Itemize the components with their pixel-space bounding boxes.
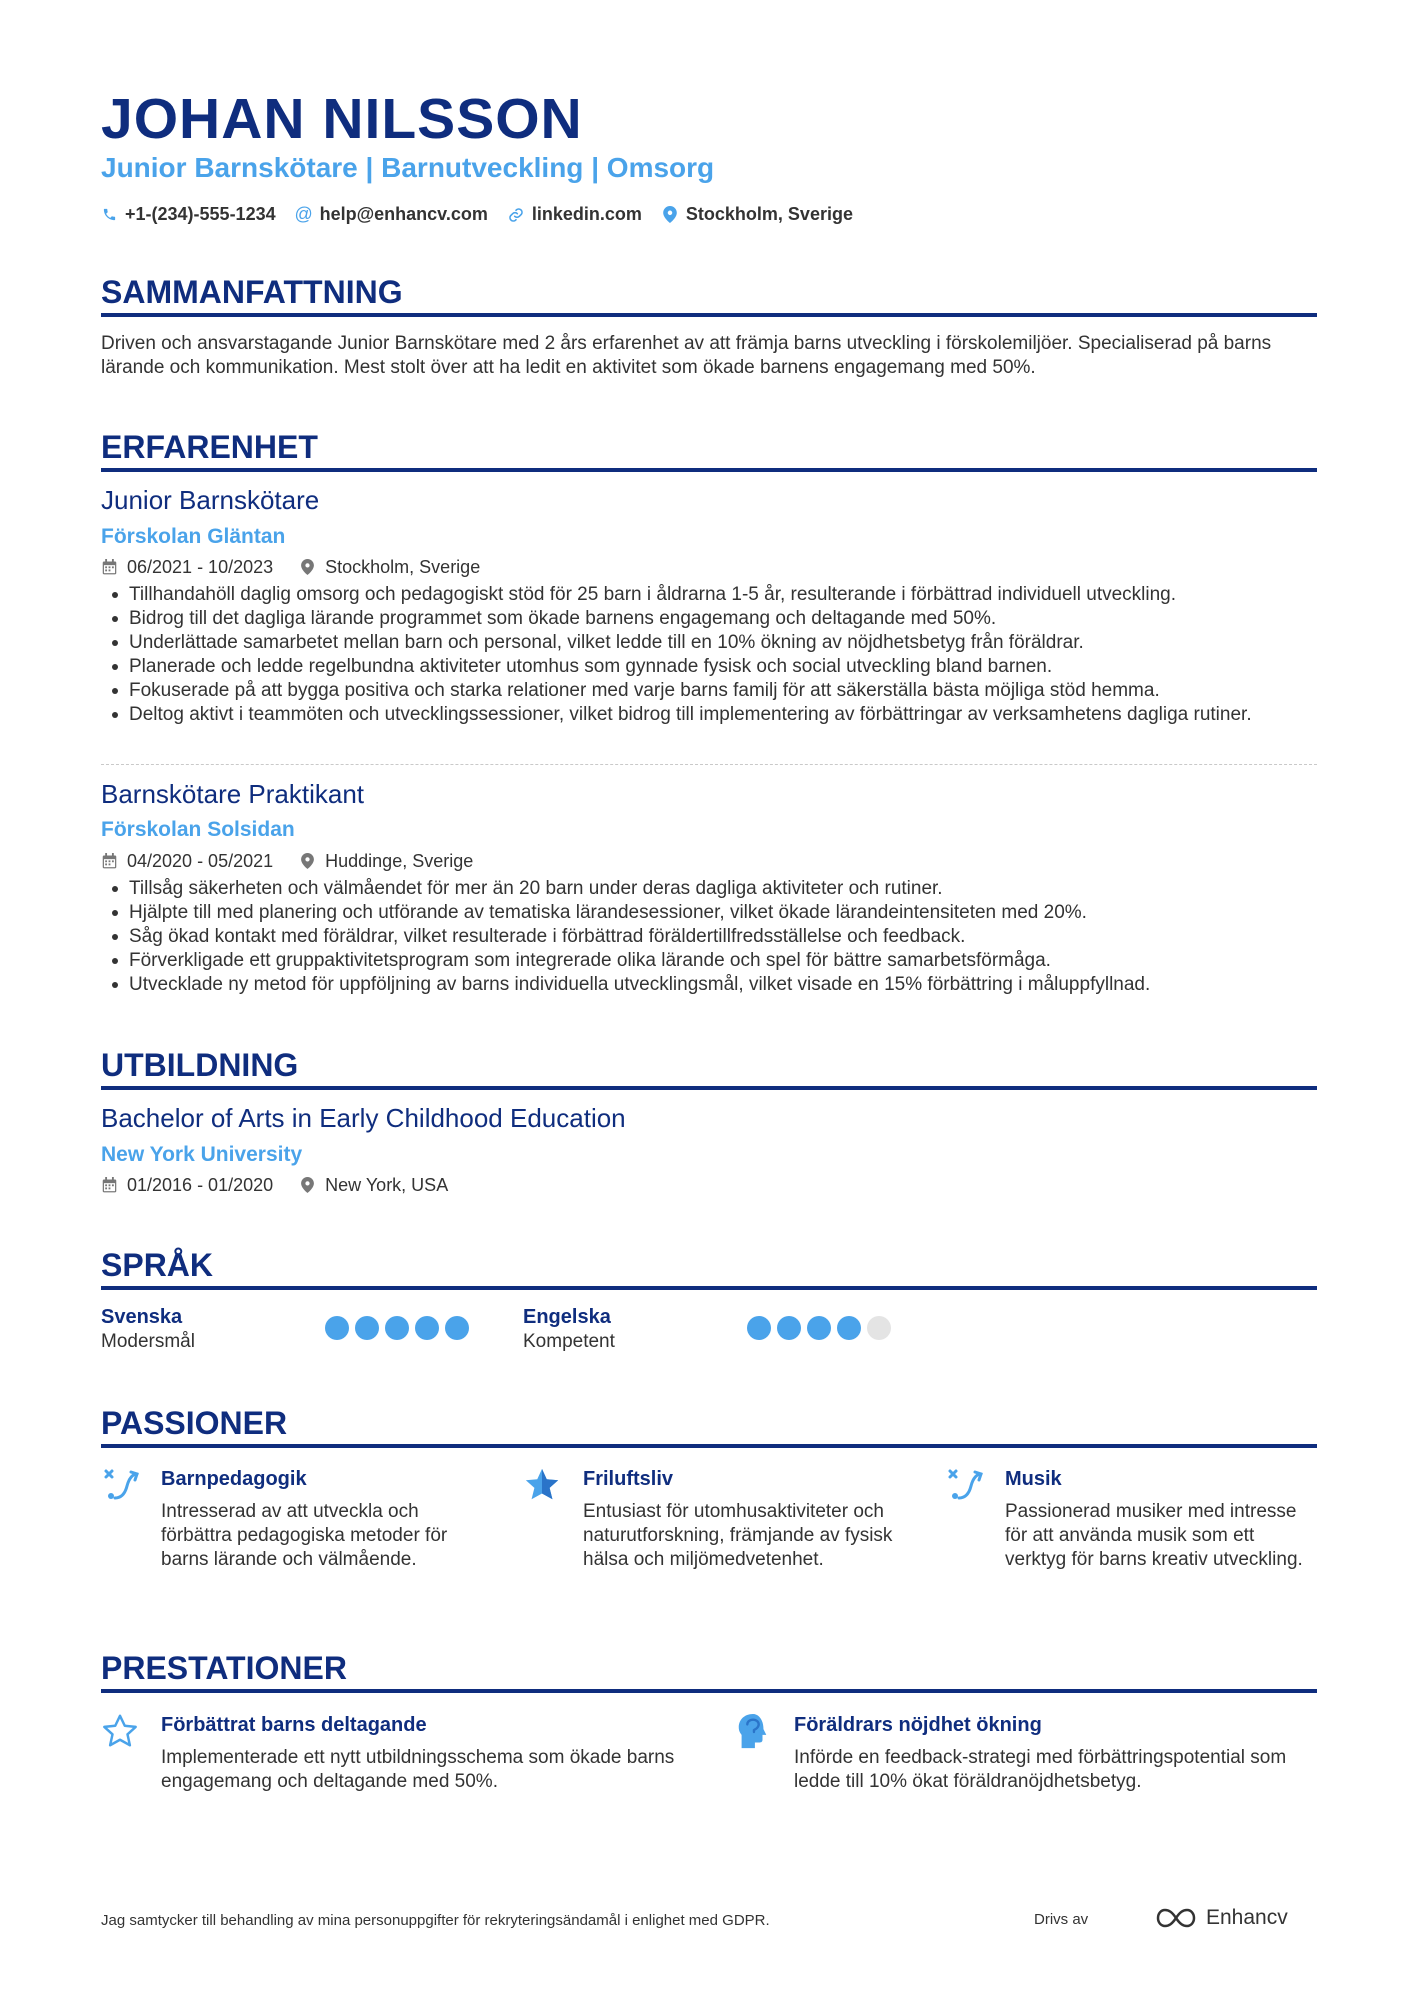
list-item: Deltog aktivt i teammöten och utvecklingssessioner, vilket bidrog till implementering av förbättringar av verksamhetens dagliga rutiner. <box>101 703 1317 727</box>
rating-dot-filled <box>747 1316 771 1340</box>
contact-location <box>662 204 853 225</box>
language-level: Kompetent <box>523 1331 615 1352</box>
rating-dot-filled <box>777 1316 801 1340</box>
job-role: Barnskötare Praktikant <box>101 779 365 809</box>
list-item: Fokuserade på att bygga positiva och starka relationer med varje barns familj för att säkerställa bästa möjliga stöd hemma. <box>101 679 1317 703</box>
list-item: Underlättade samarbetet mellan barn och personal, vilket ledde till en 10% ökning av nöjdhetsbetyg från föräldrar. <box>101 631 1317 655</box>
job-meta <box>101 555 480 579</box>
education-location: New York, USA <box>299 1173 448 1197</box>
footer <box>101 1906 1317 1936</box>
job-location: Huddinge, Sverige <box>299 849 473 873</box>
passions-heading: PASSIONER <box>101 1405 288 1441</box>
language-item <box>523 1304 923 1364</box>
list-item: Hjälpte till med planering och utförande av tematiska lärandesessioner, vilket ökade lärandeintensiteten med 20%. <box>101 901 1317 925</box>
rating-dot-empty <box>867 1316 891 1340</box>
job-separator <box>101 764 1317 765</box>
rating-dot-filled <box>415 1316 439 1340</box>
contact-linkedin[interactable] <box>508 204 642 225</box>
calendar-icon <box>101 559 117 575</box>
job-meta <box>101 849 473 873</box>
language-rating <box>325 1316 469 1340</box>
email-text: help@enhancv.com <box>319 204 488 224</box>
head-brain-icon <box>734 1712 774 1752</box>
list-item: Tillsåg säkerheten och välmåendet för mer än 20 barn under deras dagliga aktiviteter och rutiner. <box>101 877 1317 901</box>
rating-dot-filled <box>325 1316 349 1340</box>
enhancv-logo[interactable] <box>1154 1906 1288 1930</box>
summary-divider <box>101 313 1317 317</box>
phone-icon <box>101 207 117 223</box>
calendar-icon <box>101 1177 117 1193</box>
rating-dot-filled <box>445 1316 469 1340</box>
strategy-icon <box>945 1466 985 1506</box>
passion-text: Entusiast för utomhusaktiviteter och naturutforskning, främjande av fysisk hälsa och miljömedvetenhet. <box>583 1501 893 1570</box>
gdpr-consent: Jag samtycker till behandling av mina personuppgifter för rekryteringsändamål i enlighet med GDPR. <box>101 1912 770 1929</box>
contact-bar <box>101 204 853 225</box>
job-dates: 04/2020 - 05/2021 <box>101 849 273 873</box>
achievements-divider <box>101 1689 1317 1693</box>
infinity-logo-icon <box>1154 1906 1198 1930</box>
rating-dot-filled <box>385 1316 409 1340</box>
location-text: Stockholm, Sverige <box>685 204 853 224</box>
link-icon <box>508 207 524 223</box>
candidate-name: JOHAN NILSSON <box>101 87 583 151</box>
achievements-heading: PRESTATIONER <box>101 1650 347 1686</box>
linkedin-text: linkedin.com <box>531 204 642 224</box>
achievement-title: Förbättrat barns deltagande <box>161 1714 427 1736</box>
list-item: Tillhandahöll daglig omsorg och pedagogiskt stöd för 25 barn i åldrarna 1-5 år, resulterande i förbättrad individuell utveckling. <box>101 583 1317 607</box>
experience-heading: ERFARENHET <box>101 429 318 465</box>
contact-phone[interactable] <box>101 204 276 225</box>
job-company: Förskolan Solsidan <box>101 818 295 841</box>
passion-text: Passionerad musiker med intresse för att använda musik som ett verktyg för barns kreativ utveckling. <box>1005 1501 1303 1570</box>
passion-text: Intresserad av att utveckla och förbättra pedagogiska metoder för barns lärande och välmående. <box>161 1501 448 1570</box>
rating-dot-filled <box>807 1316 831 1340</box>
contact-email[interactable] <box>296 204 488 225</box>
calendar-icon <box>101 853 117 869</box>
achievement-text: Implementerade ett nytt utbildningsschema som ökade barns engagemang och deltagande med 50%. <box>161 1747 675 1792</box>
education-dates: 01/2016 - 01/2020 <box>101 1173 273 1197</box>
list-item: Bidrog till det dagliga lärande programmet som ökade barnens engagemang och deltagande med 50%. <box>101 607 1317 631</box>
passion-title: Friluftsliv <box>583 1468 674 1490</box>
passions-divider <box>101 1444 1317 1448</box>
job-role: Junior Barnskötare <box>101 485 320 515</box>
achievement-title: Föräldrars nöjdhet ökning <box>794 1714 1042 1736</box>
strategy-icon <box>101 1466 141 1506</box>
list-item: Planerade och ledde regelbundna aktiviteter utomhus som gynnade fysisk och social utveckling bland barnen. <box>101 655 1317 679</box>
location-pin-icon <box>299 853 315 869</box>
rating-dot-filled <box>355 1316 379 1340</box>
summary-text: Driven och ansvarstagande Junior Barnskötare med 2 års erfarenhet av att främja barns utveckling i förskolemiljöer. Specialiserad på barns lärande och kommunikation. Mest stolt över att ha ledit en aktivitet som ökade barnens engagemang med 50%. <box>101 333 1272 378</box>
language-name: Engelska <box>523 1306 611 1328</box>
list-item: Såg ökad kontakt med föräldrar, vilket resulterade i förbättrad föräldertillfredsställelse och feedback. <box>101 925 1317 949</box>
language-item <box>101 1304 501 1364</box>
location-pin-icon <box>299 559 315 575</box>
language-rating <box>747 1316 891 1340</box>
job-company: Förskolan Gläntan <box>101 525 286 548</box>
education-meta <box>101 1173 448 1197</box>
powered-by-label: Drivs av <box>1034 1911 1089 1928</box>
school-name: New York University <box>101 1143 303 1166</box>
language-name: Svenska <box>101 1306 183 1328</box>
achievement-text: Införde en feedback-strategi med förbättringspotential som ledde till 10% ökat föräldranöjdhetsbetyg. <box>794 1747 1287 1792</box>
phone-text: +1-(234)-555-1234 <box>125 204 276 224</box>
languages-heading: SPRÅK <box>101 1247 214 1283</box>
candidate-headline: Junior Barnskötare | Barnutveckling | Omsorg <box>101 152 715 183</box>
rating-dot-filled <box>837 1316 861 1340</box>
list-item: Förverkligade ett gruppaktivitetsprogram som integrerade olika lärande och spel för bättre samarbetsförmåga. <box>101 949 1317 973</box>
passion-title: Musik <box>1005 1468 1062 1490</box>
location-pin-icon <box>299 1177 315 1193</box>
degree-title: Bachelor of Arts in Early Childhood Education <box>101 1103 626 1133</box>
at-icon: @ <box>294 204 313 224</box>
job-bullets <box>101 877 1317 997</box>
job-location: Stockholm, Sverige <box>299 555 480 579</box>
job-bullets <box>101 583 1317 727</box>
languages-divider <box>101 1286 1317 1290</box>
education-heading: UTBILDNING <box>101 1047 299 1083</box>
experience-divider <box>101 468 1317 472</box>
job-dates: 06/2021 - 10/2023 <box>101 555 273 579</box>
location-pin-icon <box>662 207 678 223</box>
star-icon <box>523 1466 563 1506</box>
passion-title: Barnpedagogik <box>161 1468 307 1490</box>
star-outline-icon <box>101 1712 141 1752</box>
brand-name: Enhancv <box>1206 1906 1288 1929</box>
language-level: Modersmål <box>101 1331 195 1352</box>
education-divider <box>101 1086 1317 1090</box>
summary-heading: SAMMANFATTNING <box>101 274 403 310</box>
list-item: Utvecklade ny metod för uppföljning av barns individuella utvecklingsmål, vilket visade en 15% förbättring i måluppfyllnad. <box>101 973 1317 997</box>
